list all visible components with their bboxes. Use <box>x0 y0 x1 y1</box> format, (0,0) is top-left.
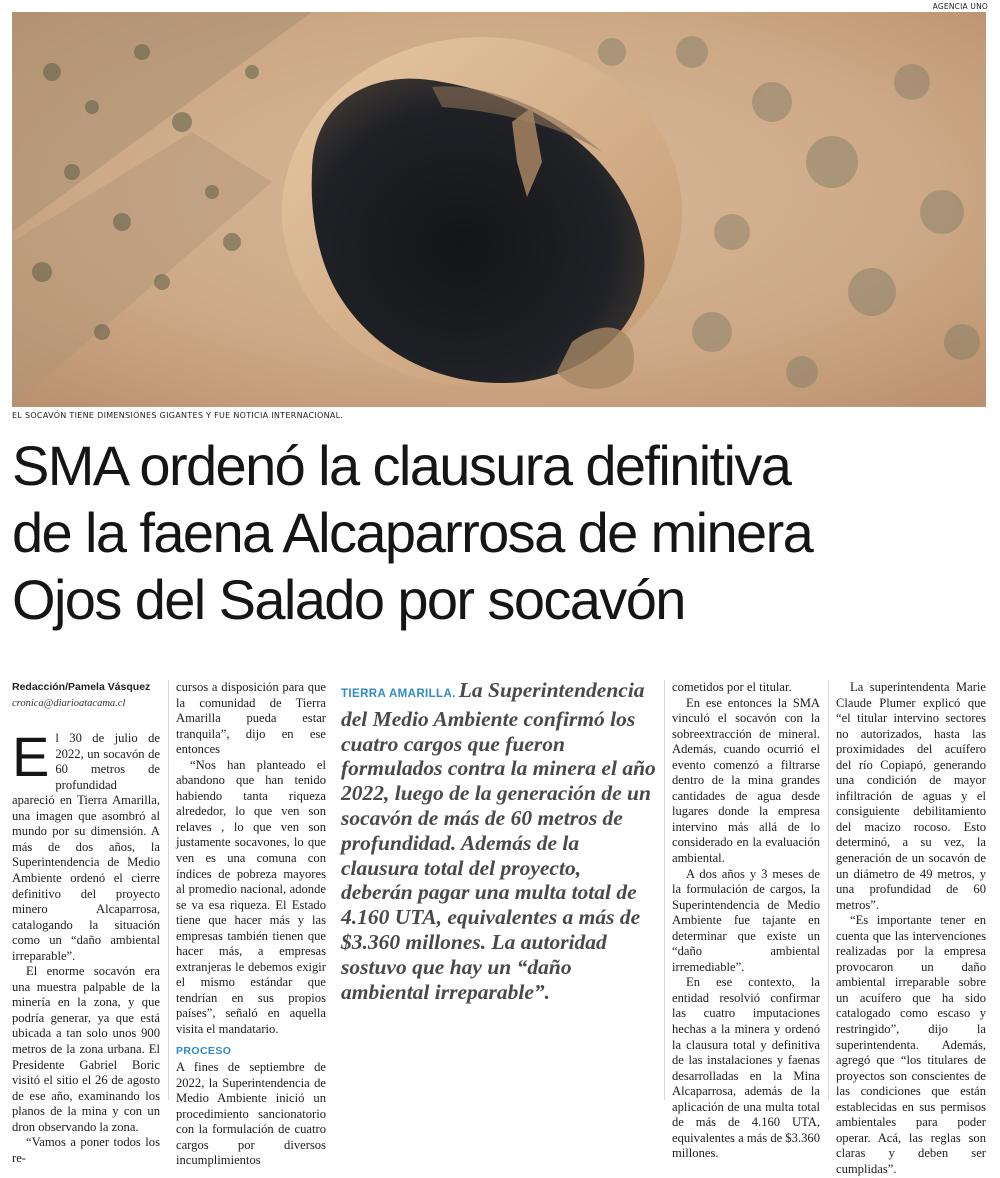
column-5 <box>836 680 986 1178</box>
paragraph: cursos a disposición para que la comunidad de Tierra Amarilla pueda estar tranquila”, dijo en ese entonces <box>176 680 326 757</box>
paragraph: En ese contexto, la entidad resolvió confirmar las cuatro imputaciones hechas a la minera y ordenó la clausura total y definitiva de las instalaciones y faenas desarrolladas en la Mina Alcaparrosa, además de la aplicación de una multa total de más de 4.160 UTA, equivalentes a más de $3.360 millones. <box>672 975 820 1161</box>
column-4 <box>672 680 820 1162</box>
photo-credit: AGENCIA UNO <box>932 2 988 11</box>
headline-line-3: Ojos del Salado por socavón <box>12 568 685 631</box>
column-divider <box>664 680 665 1100</box>
paragraph: “Es importante tener en cuenta que las intervenciones realizadas por la empresa provocaron un daño ambiental irreparable sobre un acuífero que ha sido catalogado como escaso y restringido”, dijo la superintendenta. Además, agregó que “los titulares de proyectos son conscientes de las condiciones que están establecidas en sus permisos ambientales para poder operar. Acá, las reglas son claras y deben ser cumplidas”. <box>836 913 986 1176</box>
paragraph: El enorme socavón era una muestra palpable de la minería en la zona, y que podría generar, ya que está ubicada a tan solo unos 900 metros de la zona urbana. El Presidente Gabriel Boric visitó el sitio el 26 de agosto de ese año, examinando los planos de la mina y con un dron observando la zona. <box>12 964 160 1134</box>
column-2 <box>176 680 326 1169</box>
photo-caption: EL SOCAVÓN TIENE DIMENSIONES GIGANTES Y FUE NOTICIA INTERNACIONAL. <box>12 411 344 420</box>
paragraph: La superintendenta Marie Claude Plumer explicó que “el titular intervino sectores no autorizados, hasta las proximidades del acuífero del río Copiapó, generando una condición de mayor infiltración de aguas y el consiguiente debilitamiento del macizo rocoso. Esto determinó, a su vez, la generación de un socavón de un diámetro de 49 metros, y una profundidad de 60 metros”. <box>836 680 986 912</box>
paragraph: “Vamos a poner todos los re- <box>12 1135 160 1165</box>
paragraph: cometidos por el titular. <box>672 680 792 694</box>
headline-line-2: de la faena Alcaparrosa de minera <box>12 501 813 564</box>
byline-email: cronica@diarioatacama.cl <box>12 697 126 709</box>
headline-line-1: SMA ordenó la clausura definitiva <box>12 434 791 497</box>
lead-paragraph-text: l 30 de julio de 2022, un socavón de 60 metros de profundidad apareció en Tierra Amarilla, una imagen que asombró al mundo por su dimensión. A más de dos años, la Superintendencia de Medio Ambiente ordenó el cierre definitivo del proyecto minero Alcaparrosa, catalogando la situación como un “daño ambiental irreparable”. <box>12 731 160 963</box>
aerial-sinkhole-icon <box>12 12 986 407</box>
column-divider <box>168 680 169 1100</box>
paragraph: A dos años y 3 meses de la formulación de cargos, la Superintendencia de Medio Ambiente fue tajante en determinar que existe un “daño ambiental irremediable”. <box>672 866 820 974</box>
byline-author: Redacción/Pamela Vásquez <box>12 681 151 693</box>
column-1 <box>12 680 160 1166</box>
section-subhead: PROCESO <box>176 1044 232 1057</box>
headline <box>12 432 992 633</box>
dropcap: E <box>12 725 50 789</box>
pull-quote-tag: TIERRA AMARILLA. <box>341 688 456 700</box>
pull-quote-text: La Superintendencia del Medio Ambiente confirmó los cuatro cargos que fueron formulados contra la minera el año 2022, luego de la generación de un socavón de más de 60 metros de profundidad. Además de la clausura total del proyecto, deberán pagar una multa total de 4.160 UTA, equivalentes a más de $3.360 millones. La autoridad sostuvo que hay un “daño ambiental irreparable”. <box>341 678 656 1004</box>
paragraph: “Nos han planteado el abandono que han tenido habiendo tanta riqueza alrededor, lo que ven son relaves , lo que ven son justamente socavones, lo que ven es una comuna con índices de pobreza mayores al promedio nacional, adonde se va esa riqueza. El Estado tiene que hacer más y las empresas también tienen que hacer más, a empresas extranjeras le debemos exigir el mismo estándar que tendrían en sus propios países”, señaló en aquella visita el mandatario. <box>176 757 326 1037</box>
paragraph: En ese entonces la SMA vinculó el socavón con la sobreextracción de mineral. Además, cuando ocurrió el evento comenzó a filtrarse dentro de la mina grandes cantidades de agua desde lugares donde la empresa intervino más allá de lo considerado en la evaluación ambiental. <box>672 695 820 866</box>
lead-paragraph <box>12 725 160 964</box>
paragraph: A fines de septiembre de 2022, la Superintendencia de Medio Ambiente inició un procedimiento sancionatorio con la formulación de cuatro cargos por diversos incumplimientos <box>176 1060 326 1168</box>
pull-quote <box>341 678 657 1004</box>
column-divider <box>828 680 829 1100</box>
sinkhole-photo <box>12 12 986 407</box>
